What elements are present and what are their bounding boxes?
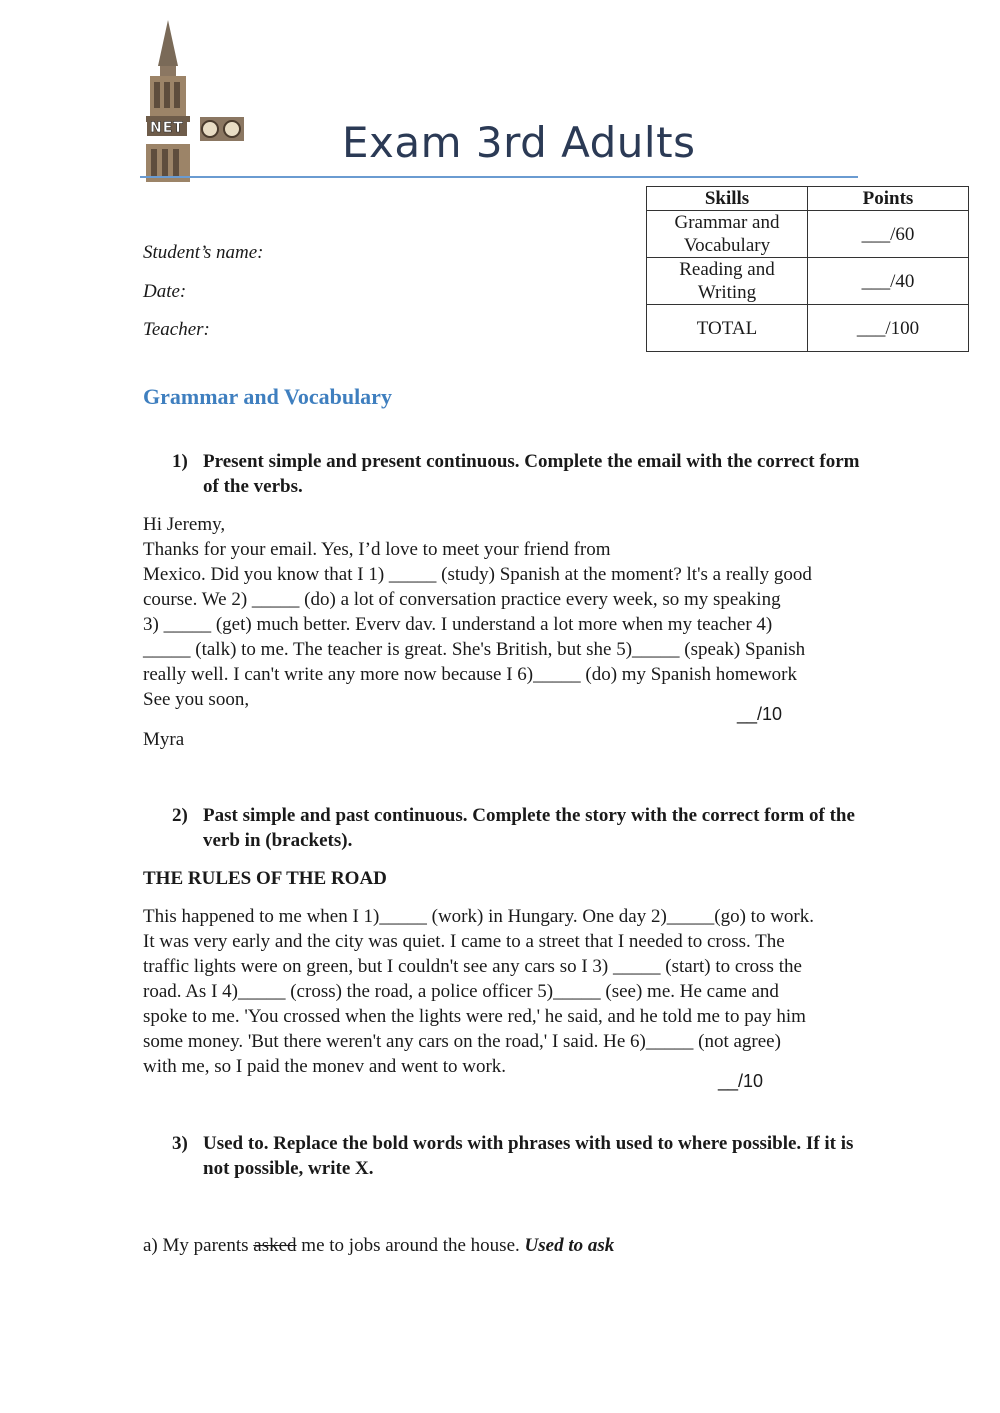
email-body [143,512,863,712]
story-title: THE RULES OF THE ROAD [143,868,387,889]
date-label: Date: [143,281,187,302]
question-number: 2) [172,805,188,826]
story-line: spoke to me. 'You crossed when the lights were red,' he said, and he told me to pay him [143,1006,806,1027]
story-line: traffic lights were on green, but I couldn't see any cars so I 3) _____ (start) to cross the [143,956,802,977]
story-line: road. As I 4)_____ (cross) the road, a police officer 5)_____ (see) me. He came and [143,981,779,1002]
question-2-score: __/10 [718,1071,764,1091]
story-body [143,904,863,1079]
email-line: Thanks for your email. Yes, I’d love to meet your friend from [143,539,611,560]
email-line: Mexico. Did you know that I 1) _____ (study) Spanish at the moment? lt's a really good [143,564,812,585]
question-3-instruction [172,1131,862,1181]
teacher-label: Teacher: [143,319,210,340]
skill-cell: Reading and Writing [647,258,808,305]
table-row [647,305,969,352]
email-line: course. We 2) _____ (do) a lot of conversation practice every week, so my speaking [143,589,781,610]
title-underline [140,176,858,178]
email-signature: Myra [143,729,185,750]
points-cell: ___/40 [808,258,969,305]
example-middle: me to jobs around the house. [296,1235,525,1256]
example-sentence [143,1233,863,1258]
student-name-label: Student’s name: [143,242,264,263]
struck-word: asked [253,1235,297,1256]
example-prefix: a) My parents [143,1235,254,1256]
skill-cell: Grammar and Vocabulary [647,211,808,258]
question-text: Present simple and present continuous. Complete the email with the correct form of the verbs. [203,451,860,497]
story-line: It was very early and the city was quiet. I came to a street that I needed to cross. The [143,931,785,952]
question-1-score: __/10 [737,704,783,724]
email-line: 3) _____ (get) much better. Everv dav. I understand a lot more when my teacher 4) [143,614,773,635]
table-row [647,211,969,258]
story-line: This happened to me when I 1)_____ (work) in Hungary. One day 2)_____(go) to work. [143,906,815,927]
skill-cell: TOTAL [647,305,808,352]
email-line: really well. I can't write any more now because I 6)_____ (do) my Spanish homework [143,664,797,685]
skills-header: Skills [647,187,808,211]
table-header-row [647,187,969,211]
email-line: _____ (talk) to me. The teacher is great. She's British, but she 5)_____ (speak) Spanish [143,639,806,660]
question-2-instruction [172,803,862,853]
points-header: Points [808,187,969,211]
question-number: 3) [172,1133,188,1154]
points-cell: ___/100 [808,305,969,352]
example-answer: Used to ask [524,1235,615,1256]
tower-logo [140,18,250,183]
page-title: Exam 3rd Adults [342,118,696,167]
question-text: Used to. Replace the bold words with phrases with used to where possible. If it is not possible, write X. [203,1133,854,1179]
question-text: Past simple and past continuous. Complete the story with the correct form of the verb in (brackets). [203,805,855,851]
email-line: See you soon, [143,689,250,710]
story-line: with me, so I paid the monev and went to work. [143,1056,507,1077]
logo-text: NET [147,120,187,136]
points-cell: ___/60 [808,211,969,258]
section-heading: Grammar and Vocabulary [143,384,392,409]
story-line: some money. 'But there weren't any cars on the road,' I said. He 6)_____ (not agree) [143,1031,781,1052]
question-number: 1) [172,451,188,472]
email-line: Hi Jeremy, [143,514,226,535]
skills-points-table [646,186,969,352]
table-row [647,258,969,305]
question-1-instruction [172,449,862,499]
